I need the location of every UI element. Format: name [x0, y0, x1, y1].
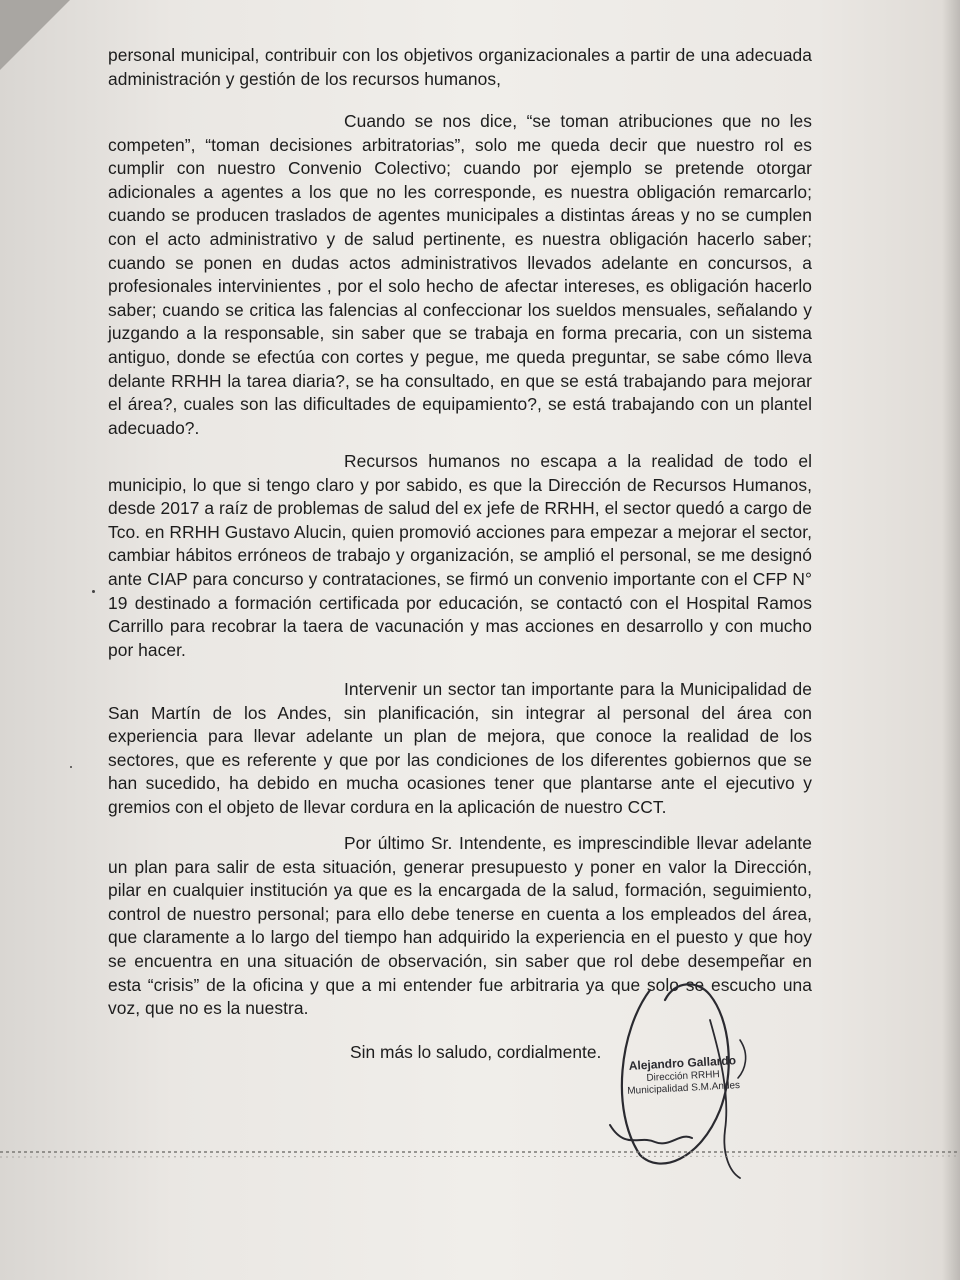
paragraph-text: personal municipal, contribuir con los objetivos organizacionales a partir de una adecuada administración y gestión de los recursos humanos, [108, 45, 812, 89]
paragraph-text: Intervenir un sector tan importante para la Municipalidad de San Martín de los Andes, sin planificación, sin integrar al personal del área con experiencia para llevar adelante un plan de mejora, que conoce la realidad de los sectores, que es referente y que por las condiciones de los diferentes gobiernos que se han sucedido, ha debido en mucha ocasiones tener que plantarse ante el ejecutivo y gremios con el objeto de llevar cordura en la aplicación de nuestro CCT. [108, 679, 812, 817]
closing-line: Sin más lo saludo, cordialmente. [350, 1042, 602, 1062]
paragraph-1 [108, 44, 812, 91]
paragraph-3 [108, 450, 812, 662]
page-shadow [942, 0, 960, 1280]
paper-speck [92, 590, 95, 593]
stamp-department: Dirección RRHH [646, 1069, 720, 1084]
paragraph-4 [108, 678, 812, 820]
folded-corner [0, 0, 70, 70]
paragraph-text: Cuando se nos dice, “se toman atribuciones que no les competen”, “toman decisiones arbitratorias”, solo me queda decir que nuestro rol es cumplir con nuestro Convenio Colectivo; cuando por ejemplo se pretende otorgar adicionales a agentes a los que no les corresponde, es nuestra obligación remarcarlo; cuando se producen traslados de agentes municipales a distintas áreas y no se cumplen con el acto administrativo y de salud pertinente, es nuestra obligación hacerlo saber; cuando se ponen en dudas actos administrativos llevados adelante en concursos, a profesionales intervinientes , por el solo hecho de afectar intereses, es obligación hacerlo saber; cuando se critica las falencias al confeccionar los sueldos mensuales, señalando y juzgando a la responsable, sin saber que se trabaja en forma precaria, con un sistema antiguo, donde se efectúa con cortes y pegue, me queda preguntar, se sabe cómo lleva delante RRHH la tarea diaria?, se ha consultado, en que se está trabajando para mejorar el área?, cuales son las dificultades de equipamiento?, se está trabajando con un plantel adecuado?. [108, 111, 812, 438]
stamp-institution: Municipalidad S.M.Andes [627, 1080, 741, 1097]
dotted-separator [0, 1148, 960, 1160]
paragraph-text: Recursos humanos no escapa a la realidad de todo el municipio, lo que si tengo claro y por sabido, es que la Dirección de Recursos Humanos, desde 2017 a raíz de problemas de salud del ex jefe de RRHH, el sector quedó a cargo de Tco. en RRHH Gustavo Alucin, quien promovió acciones para empezar a mejorar el sector, cambiar hábitos erróneos de trabajo y organización, se amplió el personal, se me designó ante CIAP para concurso y contrataciones, se firmó un convenio importante con el CFP N° 19 destinado a formación certificada por educación, se contactó con el Hospital Ramos Carrillo para recobrar la taera de vacunación y mas acciones en desarrollo y con mucho por hacer. [108, 451, 812, 660]
stamp-name: Alejandro Gallardo [628, 1053, 737, 1073]
paper-speck [70, 766, 72, 768]
paragraph-text: Por último Sr. Intendente, es imprescindible llevar adelante un plan para salir de esta situación, generar presupuesto y poner en valor la Dirección, pilar en cualquier institución ya que es la encargada de la salud, formación, seguimiento, control de nuestro personal; para ello debe tenerse en cuenta a los empleados del área, que claramente a lo largo del tiempo han adquirido la experiencia en el puesto y que hoy se encuentra en una situación de observación, sin saber que rol debe desempeñar en esta “crisis” de la oficina y que a mi entender fue arbitraria ya que solo se escucho una voz, que no es la nuestra. [108, 833, 812, 1019]
paragraph-2 [108, 110, 812, 440]
